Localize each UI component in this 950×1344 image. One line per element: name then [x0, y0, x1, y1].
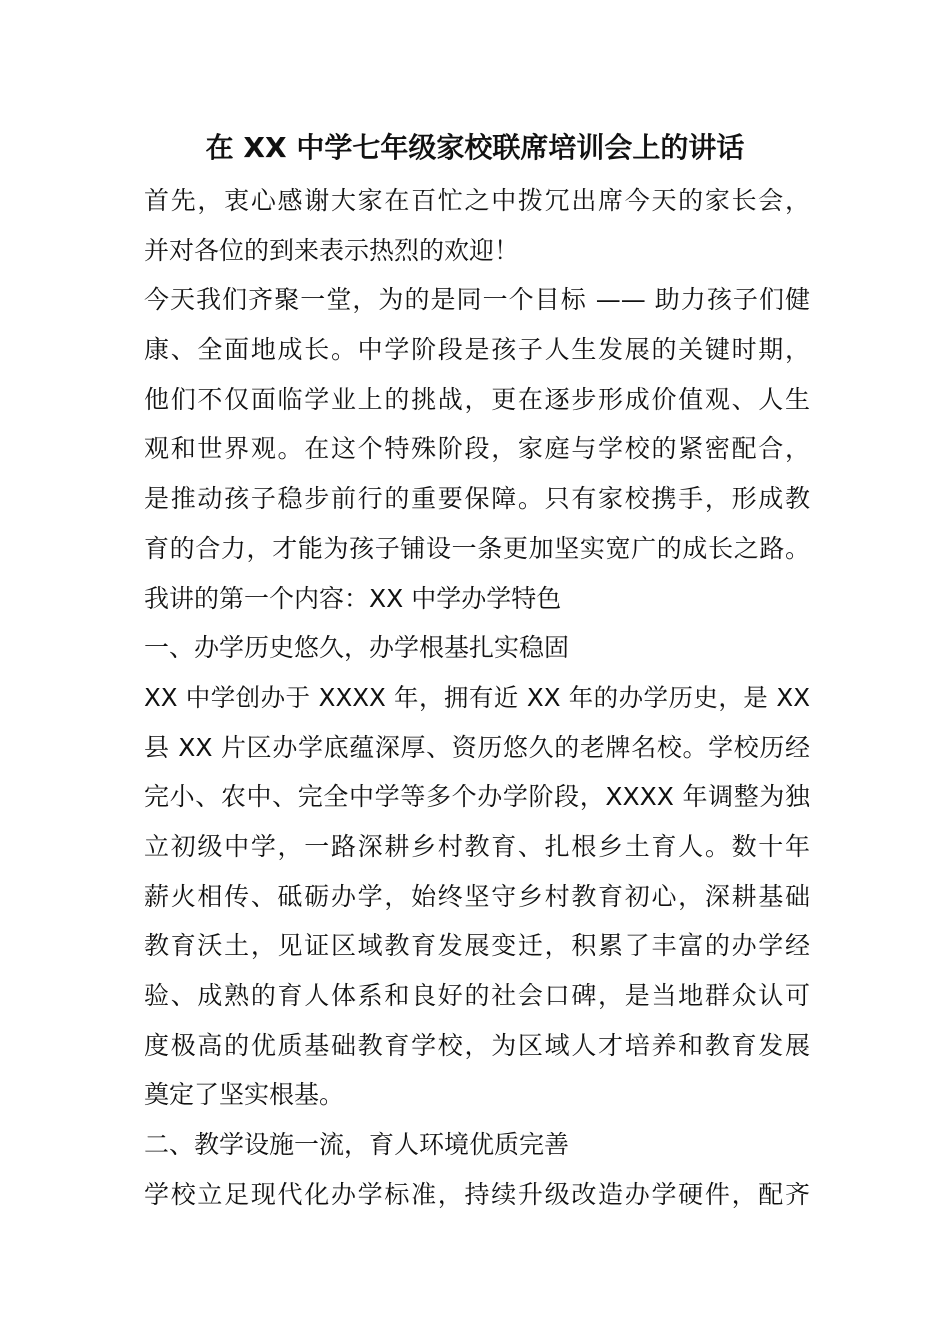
body-line: 奠定了坚实根基。: [144, 1080, 345, 1110]
body-line: 教育沃土，见证区域教育发展变迁，积累了丰富的办学经: [144, 931, 810, 961]
body-line: 育的合力，才能为孩子铺设一条更加坚实宽广的成长之路。: [144, 533, 810, 563]
document-body: [144, 176, 810, 1219]
section-heading: 我讲的第一个内容：XX 中学办学特色: [144, 583, 562, 613]
body-line: 县 XX 片区办学底蕴深厚、资历悠久的老牌名校。学校历经: [144, 732, 810, 762]
document-title: 在 XX 中学七年级家校联席培训会上的讲话: [205, 131, 745, 164]
body-line: 他们不仅面临学业上的挑战，更在逐步形成价值观、人生: [144, 384, 810, 414]
body-line: XX 中学创办于 XXXX 年，拥有近 XX 年的办学历史，是 XX: [144, 682, 810, 712]
body-line: 康、全面地成长。中学阶段是孩子人生发展的关键时期，: [144, 335, 810, 365]
body-line: 并对各位的到来表示热烈的欢迎！: [144, 235, 520, 265]
body-line: 学校立足现代化办学标准，持续升级改造办学硬件，配齐: [144, 1179, 810, 1209]
body-line: 今天我们齐聚一堂，为的是同一个目标 —— 助力孩子们健: [144, 285, 810, 315]
body-line: 验、成熟的育人体系和良好的社会口碑，是当地群众认可: [144, 981, 810, 1010]
subsection-heading: 二、教学设施一流，育人环境优质完善: [144, 1130, 570, 1160]
body-line: 立初级中学，一路深耕乡村教育、扎根乡土育人。数十年: [144, 831, 810, 861]
subsection-heading: 一、办学历史悠久，办学根基扎实稳固: [144, 633, 570, 663]
body-line: 完小、农中、完全中学等多个办学阶段，XXXX 年调整为独: [144, 782, 810, 812]
body-line: 薪火相传、砥砺办学，始终坚守乡村教育初心，深耕基础: [144, 881, 810, 911]
body-line: 观和世界观。在这个特殊阶段，家庭与学校的紧密配合，: [144, 434, 810, 464]
body-line: 度极高的优质基础教育学校，为区域人才培养和教育发展: [144, 1030, 810, 1060]
body-line: 首先，衷心感谢大家在百忙之中拨冗出席今天的家长会，: [144, 186, 810, 215]
body-line: 是推动孩子稳步前行的重要保障。只有家校携手，形成教: [144, 484, 810, 514]
